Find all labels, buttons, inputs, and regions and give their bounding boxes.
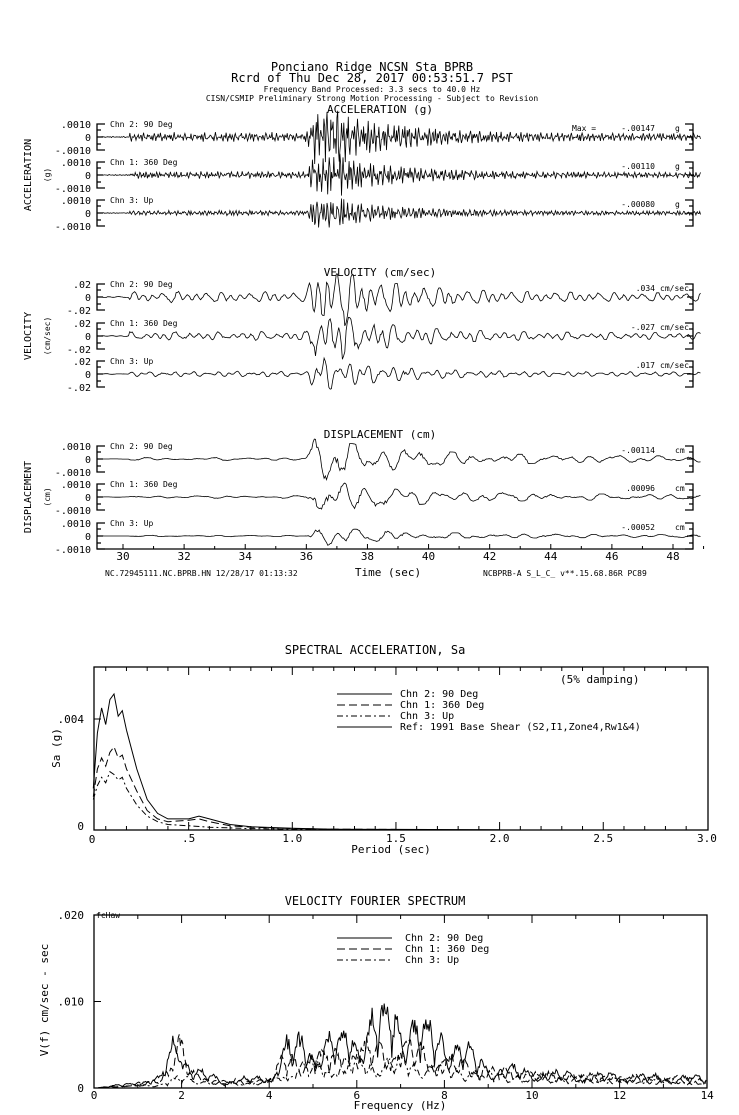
fourier-x-tick-label: 0 [90, 1089, 98, 1102]
y-tick-bottom: -.0010 [54, 222, 91, 233]
y-tick-top: .0010 [60, 120, 91, 131]
record-title: Rcrd of Thu Dec 28, 2017 00:53:51.7 PST [231, 71, 513, 85]
peak-unit: g [675, 162, 680, 171]
channel-name: Chn 2: 90 Deg [110, 280, 173, 289]
time-tick-label: 44 [544, 550, 558, 563]
time-tick-label: 42 [483, 550, 497, 563]
y-tick-top: .02 [72, 319, 91, 330]
fourier-legend-label: Chn 1: 360 Deg [405, 944, 490, 955]
waveform [102, 358, 701, 389]
panel-title: ACCELERATION (g) [327, 103, 433, 116]
sa-legend-label: Chn 3: Up [400, 711, 455, 722]
y-tick-bottom: -.0010 [54, 545, 91, 556]
y-tick-bottom: -.0010 [54, 506, 91, 517]
peak-value: -.00110 [621, 162, 655, 171]
waveform [102, 274, 701, 326]
sa-x-origin-label: 0 [88, 833, 96, 846]
panel-y-units: (g) [43, 167, 52, 183]
waveform [102, 199, 701, 228]
peak-value: -.00114 [621, 446, 655, 455]
fourier-legend-label: Chn 2: 90 Deg [405, 933, 484, 944]
channel-trace [67, 317, 701, 359]
fourier-legend-label: Chn 3: Up [405, 955, 460, 966]
footer-record-id: NC.72945111.NC.BPRB.HN 12/28/17 01:13:32 [105, 569, 298, 578]
panel-acceleration [23, 103, 701, 233]
fourier-y-axis-label: V(f) cm/sec - sec [38, 943, 51, 1057]
channel-name: Chn 1: 360 Deg [110, 158, 178, 167]
channel-trace [55, 154, 701, 196]
processing-note: CISN/CSMIP Preliminary Strong Motion Processing - Subject to Revision [205, 94, 539, 103]
sa-x-tick-label: 2.5 [593, 832, 614, 845]
peak-unit: cm/sec [660, 361, 689, 370]
peak-value: -.00052 [621, 523, 655, 532]
channel-name: Chn 2: 90 Deg [110, 442, 173, 451]
y-tick-bottom: -.02 [66, 383, 91, 394]
time-history-panels [23, 103, 701, 556]
panel-velocity [23, 266, 701, 394]
channel-trace [55, 439, 701, 480]
channel-name: Chn 3: Up [110, 519, 154, 528]
y-tick-zero: 0 [84, 171, 91, 182]
sa-legend-label: Chn 2: 90 Deg [400, 689, 479, 700]
time-tick-label: 46 [605, 550, 619, 563]
channel-trace [55, 480, 701, 517]
y-tick-top: .02 [72, 280, 91, 291]
fourier-x-tick-label: 8 [441, 1089, 448, 1102]
time-axis-label: Time (sec) [354, 566, 422, 579]
channel-name: Chn 3: Up [110, 196, 154, 205]
peak-unit: cm [675, 446, 685, 455]
peak-unit: cm/sec [660, 323, 689, 332]
sa-y-tick-label: .004 [57, 713, 84, 726]
panel-y-units: (cm/sec) [43, 316, 52, 356]
y-tick-bottom: -.0010 [54, 146, 91, 157]
channel-trace [55, 519, 701, 556]
fourier-series-line [98, 1004, 706, 1088]
fourier-spectrum-chart [58, 909, 715, 1102]
waveform [102, 111, 701, 164]
y-tick-top: .0010 [60, 480, 91, 491]
peak-value: .017 [635, 361, 655, 370]
fourier-x-tick-label: 10 [525, 1089, 539, 1102]
panel-displacement [23, 428, 701, 556]
fourier-x-tick-label: 12 [612, 1089, 627, 1102]
channel-trace [55, 111, 701, 164]
waveform [102, 529, 701, 545]
time-tick-label: 38 [360, 550, 375, 563]
time-tick-label: 36 [299, 550, 313, 563]
peak-unit: g [675, 124, 680, 133]
peak-value: .034 [635, 284, 655, 293]
time-tick-label: 40 [421, 550, 436, 563]
y-tick-zero: 0 [84, 293, 91, 304]
y-tick-bottom: -.0010 [54, 184, 91, 195]
spectral-acceleration-chart [58, 667, 717, 846]
sa-x-tick-label: 2.0 [489, 832, 510, 845]
sa-y-axis-label: Sa (g) [50, 728, 63, 768]
panel-y-label: DISPLACEMENT [23, 460, 34, 534]
sa-x-tick-label: 1.5 [386, 832, 406, 845]
peak-unit: cm [675, 523, 685, 532]
sa-y-tick-label: 0 [77, 820, 84, 833]
channel-name: Chn 1: 360 Deg [110, 480, 178, 489]
peak-unit: cm [675, 484, 685, 493]
peak-unit: cm/sec [660, 284, 689, 293]
fourier-x-tick-label: 14 [700, 1089, 714, 1102]
peak-value: -.00147 [621, 124, 655, 133]
channel-name: Chn 3: Up [110, 357, 154, 366]
peak-value: -.027 [630, 323, 655, 332]
station-title: Ponciano Ridge NCSN Sta BPRB [270, 60, 474, 74]
fourier-x-tick-label: 6 [353, 1089, 361, 1102]
y-tick-zero: 0 [84, 209, 91, 220]
channel-name: Chn 2: 90 Deg [110, 120, 173, 129]
channel-trace [55, 196, 701, 233]
channel-name: Chn 1: 360 Deg [110, 319, 178, 328]
y-tick-top: .0010 [60, 442, 91, 453]
peak-value: .00096 [626, 484, 655, 493]
right-axis [685, 446, 693, 472]
channel-trace [67, 357, 701, 394]
sa-series-line [93, 772, 396, 830]
fourier-plot-frame [94, 915, 707, 1088]
sa-x-tick-label: 1.0 [282, 832, 303, 845]
sa-series-line [93, 747, 396, 830]
fourier-series-line [98, 1034, 706, 1088]
sa-x-axis-label: Period (sec) [351, 843, 431, 856]
sa-x-tick-label: .5 [182, 832, 196, 845]
y-tick-zero: 0 [84, 493, 91, 504]
time-tick-label: 32 [177, 550, 191, 563]
time-tick-label: 48 [666, 550, 680, 563]
y-tick-bottom: -.02 [66, 345, 91, 356]
waveform [102, 154, 701, 196]
y-tick-bottom: -.0010 [54, 468, 91, 479]
time-tick-label: 34 [238, 550, 252, 563]
peak-value: -.00080 [621, 200, 655, 209]
fourier-y-tick-label: 0 [77, 1082, 84, 1095]
sa-chart-title: SPECTRAL ACCELERATION, Sa [284, 643, 466, 657]
time-axis [97, 544, 704, 563]
sa-x-tick-label: 3.0 [696, 832, 717, 845]
y-tick-top: .02 [72, 357, 91, 368]
y-tick-zero: 0 [84, 455, 91, 466]
waveform [102, 317, 701, 359]
y-tick-zero: 0 [84, 332, 91, 343]
panel-title: DISPLACEMENT (cm) [323, 428, 437, 441]
time-tick-label: 30 [116, 550, 130, 563]
fourier-x-tick-label: 4 [265, 1089, 273, 1102]
channel-trace [67, 274, 701, 326]
sa-legend-label: Chn 1: 360 Deg [400, 700, 485, 711]
y-tick-top: .0010 [60, 519, 91, 530]
fourier-y-tick-label: .020 [57, 909, 84, 922]
peak-unit: g [675, 200, 680, 209]
fourier-chart-title: VELOCITY FOURIER SPECTRUM [284, 894, 466, 908]
y-tick-top: .0010 [60, 158, 91, 169]
fourier-corner-label: fcHaw [96, 911, 121, 920]
y-tick-zero: 0 [84, 532, 91, 543]
damping-annotation: (5% damping) [560, 673, 640, 686]
y-tick-bottom: -.02 [66, 306, 91, 317]
panel-y-label: VELOCITY [23, 311, 34, 361]
waveform [102, 439, 701, 480]
panel-title: VELOCITY (cm/sec) [323, 266, 437, 279]
y-tick-zero: 0 [84, 133, 91, 144]
panel-y-units: (cm) [43, 487, 52, 507]
frequency-band-note: Frequency Band Processed: 3.3 secs to 40.0 Hz [263, 85, 481, 94]
y-tick-top: .0010 [60, 196, 91, 207]
max-label: Max = [572, 124, 597, 133]
waveform [102, 483, 701, 509]
fourier-y-tick-label: .010 [57, 995, 84, 1009]
y-tick-zero: 0 [84, 370, 91, 381]
left-axis [97, 284, 105, 310]
fourier-x-axis-label: Frequency (Hz) [353, 1099, 447, 1112]
sa-legend-label: Ref: 1991 Base Shear (S2,I1,Zone4,Rw1&4) [400, 722, 641, 733]
fourier-x-tick-label: 2 [178, 1089, 185, 1102]
right-axis [685, 484, 693, 510]
panel-y-label: ACCELERATION [23, 138, 34, 212]
footer-processing-id: NCBPRB-A S_L_C_ v**.15.68.86R PC89 [483, 569, 647, 578]
